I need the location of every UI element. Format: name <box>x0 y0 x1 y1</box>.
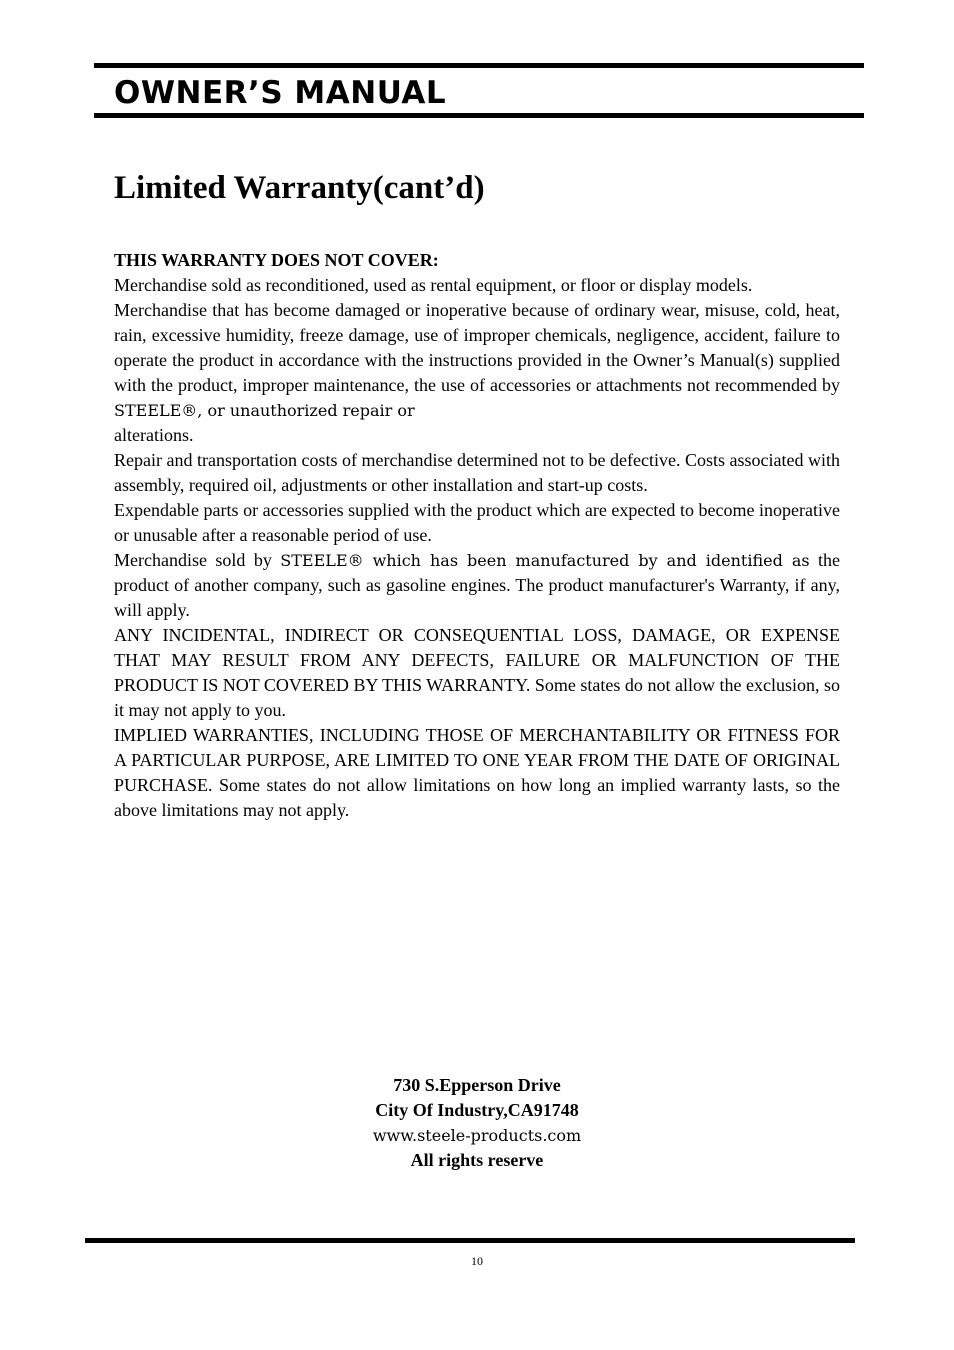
page-title: Limited Warranty(cant’d) <box>114 170 485 206</box>
paragraph-other-company <box>114 548 840 623</box>
paragraph-other-company-start: Merchandise sold by <box>114 550 272 570</box>
paragraph-incidental-loss: ANY INCIDENTAL, INDIRECT OR CONSEQUENTIAL LOSS, DAMAGE, OR EXPENSE THAT MAY RESULT FROM ANY DEFECTS, FAILURE OR MALFUNCTION OF THE PRODUCT IS NOT COVERED BY THIS WARRANTY. Some states do not allow the exclusion, so it may not apply to you. <box>114 625 840 720</box>
warranty-exclusions-section <box>114 248 840 823</box>
paragraph-reconditioned: Merchandise sold as reconditioned, used as rental equipment, or floor or display models. <box>114 275 753 295</box>
brand-text: STEELE® which has been manufactured by and identified as <box>280 551 810 570</box>
paragraph-other-company-end: the product of another company, such as gasoline engines. The product manufacturer's Warranty, if any, will apply. <box>114 550 841 620</box>
paragraph-damaged-end: alterations. <box>114 425 194 445</box>
paragraph-damaged <box>114 298 840 448</box>
header-top-rule <box>94 63 864 68</box>
section-heading: THIS WARRANTY DOES NOT COVER: <box>114 250 439 270</box>
footer-rule <box>85 1238 855 1243</box>
brand-text: STEELE®, or unauthorized repair or <box>114 401 415 420</box>
paragraph-repair-costs: Repair and transportation costs of merchandise determined not to be defective. Costs associated with assembly, required oil, adjustments or other installation and start-up costs. <box>114 450 840 495</box>
website-link[interactable]: www.steele-products.com <box>372 1126 582 1145</box>
page-number: 10 <box>471 1254 483 1268</box>
company-contact-block <box>0 1073 954 1173</box>
header-bottom-rule <box>94 113 864 118</box>
paragraph-implied-warranties: IMPLIED WARRANTIES, INCLUDING THOSE OF MERCHANTABILITY OR FITNESS FOR A PARTICULAR PURPOSE, ARE LIMITED TO ONE YEAR FROM THE DATE OF ORIGINAL PURCHASE. Some states do not allow limitations on how long an implied warranty lasts, so the above limitations may not apply. <box>114 725 840 820</box>
paragraph-expendable-parts: Expendable parts or accessories supplied with the product which are expected to become inoperative or unusable after a reasonable period of use. <box>114 500 840 545</box>
manual-header-title: OWNER’S MANUAL <box>114 75 447 111</box>
paragraph-damaged-text: Merchandise that has become damaged or inoperative because of ordinary wear, misuse, cold, heat, rain, excessive humidity, freeze damage, use of improper chemicals, negligence, accident, failure to operate the product in accordance with the instructions provided in the Owner’s Manual(s) supplied with the product, improper maintenance, the use of accessories or attachments not recommended by <box>114 300 840 395</box>
address-line-2: City Of Industry,CA91748 <box>375 1100 579 1120</box>
address-line-1: 730 S.Epperson Drive <box>393 1075 561 1095</box>
rights-notice: All rights reserve <box>410 1150 544 1170</box>
